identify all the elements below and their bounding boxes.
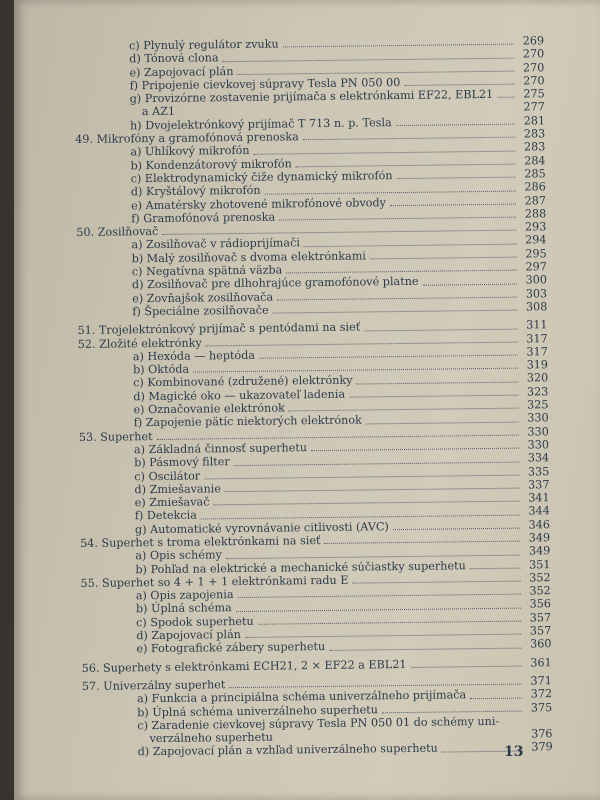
toc-entry-title: b) Októda: [132, 362, 190, 377]
toc-entry-page: 285: [524, 167, 546, 181]
toc-entry-page: 281: [523, 114, 546, 128]
toc-entry-page: 335: [527, 464, 550, 478]
toc-entry-page: 277: [523, 100, 545, 114]
toc-entry-title: b) Kondenzátorový mikrofón: [130, 157, 292, 172]
toc-entry-title: d) Zapojovací plán a vzhľad univerzálneho superhetu: [137, 742, 438, 759]
dot-leader: [279, 217, 516, 221]
toc-entry-title: b) Úplná schéma: [135, 601, 232, 616]
dot-leader: [286, 270, 517, 274]
toc-entry-title: h) Dvojelektrónkový prijímač T 713 n. p. Tesla: [129, 115, 392, 133]
toc-entry-title: a) Funkcia a principiálna schéma univerzálneho prijímača: [136, 688, 467, 706]
toc-entry-page: 334: [527, 451, 550, 465]
toc-entry-title: e) Zmiešavač: [134, 495, 210, 510]
toc-entry-page: 320: [526, 371, 549, 385]
toc-entry-page: 311: [526, 318, 548, 332]
toc-entry-title: a) Uhlíkový mikrofón: [130, 144, 250, 159]
toc-entry-title: a AZ1: [141, 105, 176, 119]
dot-leader: [470, 697, 522, 699]
toc-entry-page: 360: [529, 637, 552, 651]
toc-entry-page: 319: [526, 358, 549, 372]
dot-leader: [370, 257, 517, 260]
dot-leader: [349, 395, 518, 398]
toc-entry-page: 349: [528, 544, 551, 558]
toc-entry-title: d) Kryštálový mikrofón: [130, 183, 261, 199]
toc-entry-page: 270: [522, 47, 545, 61]
toc-entry-page: 270: [523, 74, 545, 88]
toc-entry-page: 375: [530, 700, 553, 715]
toc-entry-title: f) Špeciálne zosilňovače: [132, 303, 269, 319]
toc-entry-title: c) Spodok superhetu: [136, 614, 254, 630]
toc-entry-page: 330: [527, 424, 549, 439]
toc-entry-page: 346: [528, 517, 551, 532]
toc-entry-page: 356: [529, 597, 552, 611]
toc-entry-page: 269: [522, 34, 545, 48]
dot-leader: [423, 283, 517, 285]
toc-entry-page: 293: [524, 220, 547, 234]
toc-entry-title: 49. Mikrofóny a gramofónová prenoska: [75, 130, 299, 147]
page-number: 13: [504, 744, 524, 760]
toc-chapter-entry: [82, 656, 552, 675]
toc-entry-page: 325: [527, 398, 549, 412]
toc-entry-title: a) Hexóda — heptóda: [132, 348, 256, 364]
toc-entry-title: e) Zovňajšok zosilňovača: [132, 290, 274, 305]
toc-entry-title: verzálneho superhetu: [149, 730, 273, 746]
toc-entry-page: 351: [529, 557, 551, 572]
toc-entry-title: 53. Superhet: [78, 429, 153, 444]
toc-entry-page: 376: [531, 727, 553, 741]
toc-entry-page: 361: [530, 655, 552, 670]
dot-leader: [352, 581, 520, 584]
toc-entry-page: 344: [528, 504, 550, 518]
dot-leader: [329, 647, 521, 650]
toc-entry-title: 56. Superhety s elektrónkami ECH21, 2 × EF22 a EBL21: [81, 657, 407, 675]
dot-leader: [277, 297, 517, 301]
dot-leader: [470, 567, 521, 569]
toc-entry-title: 52. Zložité elektrónky: [77, 335, 202, 351]
dot-leader: [283, 44, 514, 48]
toc-entry-page: 288: [524, 207, 547, 221]
toc-entry-page: 303: [525, 286, 548, 301]
toc-entry-title: f) Zapojenie pätíc niektorých elektrónok: [133, 413, 362, 430]
toc-entry-title: d) Zosilňovač pre dlhohrajúce gramofónové platne: [131, 275, 419, 292]
toc-entry-title: c) Plynulý regulátor zvuku: [128, 37, 279, 53]
dot-leader: [396, 124, 515, 126]
dot-leader: [357, 381, 519, 384]
toc-entry-page: 286: [524, 180, 546, 194]
dot-leader: [397, 177, 516, 179]
toc-entry-page: 295: [525, 246, 547, 261]
dot-leader: [382, 710, 522, 713]
toc-entry-page: 323: [526, 384, 549, 399]
dot-leader: [303, 137, 515, 141]
toc-entry-page: 300: [525, 273, 548, 287]
dot-leader: [366, 421, 519, 424]
toc-entry-title: d) Zmiešavanie: [134, 482, 222, 497]
toc-entry-page: 379: [531, 740, 553, 754]
toc-entry-title: e) Amatérsky zhotovené mikrofónové obvody: [130, 195, 387, 212]
toc-entry-page: 275: [523, 87, 545, 101]
toc-entry-page: 341: [528, 491, 550, 505]
toc-entry-page: 308: [525, 300, 548, 314]
toc-entry-title: e) Zapojovací plán: [129, 64, 234, 79]
toc-entry-page: 357: [529, 610, 552, 625]
toc-entry-title: d) Zapojovací plán: [136, 628, 241, 643]
dot-leader: [404, 84, 514, 86]
toc-entry-title: b) Pásmový filter: [134, 455, 230, 470]
toc-entry-page: 371: [530, 674, 552, 688]
toc-entry-title: f) Gramofónová prenoska: [131, 210, 276, 226]
dot-leader: [325, 541, 521, 544]
toc-entry-title: d) Tónová clona: [129, 51, 219, 66]
toc-entry-page: 330: [527, 438, 550, 452]
dot-leader: [273, 310, 518, 314]
toc-entry-title: b) Úplná schéma univerzálneho superhetu: [137, 702, 378, 719]
toc-entry-page: 352: [529, 571, 551, 585]
toc-entry-page: 317: [526, 345, 548, 359]
dot-leader: [411, 666, 522, 668]
toc-entry-title: c) Kombinované (združené) elektrónky: [133, 374, 353, 390]
dot-leader: [393, 528, 520, 531]
dot-leader: [364, 328, 517, 331]
dot-leader: [289, 408, 519, 412]
toc-entry-page: 283: [523, 140, 546, 154]
toc-entry-page: 297: [525, 260, 547, 274]
toc-entry-title: b) Malý zosilňovač s dvoma elektrónkami: [131, 249, 367, 266]
toc-entry-page: 287: [524, 193, 547, 208]
toc-entry-title: 57. Univerzálny superhet: [81, 678, 226, 693]
toc-entry-page: 283: [523, 127, 546, 141]
dot-leader: [304, 243, 517, 247]
toc-entry-page: 294: [525, 233, 547, 247]
toc-entry-title: d) Magické oko — ukazovateľ ladenia: [133, 387, 346, 404]
toc-entry-title: 55. Superhet so 4 + 1 + 1 elektrónkami radu E: [80, 573, 349, 590]
toc-entry-title: 51. Trojelektrónkový prijímač s pentódami na sieť: [77, 320, 361, 338]
toc-entry-title: e) Fotografické zábery superhetu: [136, 640, 326, 656]
toc-entry-page: 352: [529, 584, 551, 598]
toc-entry-page: 357: [529, 624, 552, 638]
toc-entry-title: a) Opis schémy: [135, 548, 222, 563]
dot-leader: [390, 203, 516, 206]
toc-entry-page: 330: [527, 411, 549, 425]
toc-entry-title: c) Negatívna spätná väzba: [131, 263, 283, 279]
dot-leader: [497, 97, 515, 98]
toc-entry-title: 50. Zosilňovač: [76, 225, 159, 240]
toc-entry-page: 372: [530, 687, 553, 701]
toc-entry-title: e) Označovanie elektrónok: [133, 401, 285, 417]
toc-entry-page: 349: [528, 531, 551, 545]
toc-entry-title: b) Pohľad na elektrické a mechanické súčiastky superhetu: [135, 558, 466, 576]
book-page: [14, 0, 600, 800]
dot-leader: [296, 164, 516, 168]
toc-entry-title: a) Opis zapojenia: [135, 588, 234, 603]
toc-entry-title: c) Elektrodynamický čiže dynamický mikrofón: [130, 169, 393, 186]
toc-entry-page: 270: [522, 60, 545, 75]
toc-entry-page: 337: [528, 478, 550, 492]
table-of-contents: [74, 34, 553, 759]
toc-entry-title: f) Pripojenie cievkovej súpravy Tesla PN 050 00: [129, 75, 401, 93]
toc-entry-title: 54. Superhet s troma elektrónkami na sieť: [80, 534, 321, 550]
toc-entry-page: 284: [524, 153, 546, 168]
toc-entry-title: g) Automatické vyrovnávanie citlivosti (AVC): [134, 519, 389, 536]
toc-entry-title: c) Oscilátor: [134, 468, 201, 483]
toc-entry-title: c) Zaradenie cievkovej súpravy Tesla PN 050 01 do schémy uni-: [137, 714, 500, 733]
toc-entry-title: a) Zosilňovač v rádioprijímači: [131, 236, 300, 252]
toc-entry-title: a) Základná činnosť superhetu: [133, 441, 308, 457]
toc-entry-title: g) Provizórne zostavenie prijímača s elektrónkami EF22, EBL21: [129, 88, 494, 106]
toc-entry-title: f) Detekcia: [134, 508, 197, 523]
dot-leader: [311, 448, 519, 452]
toc-entry-page: 317: [526, 331, 548, 346]
